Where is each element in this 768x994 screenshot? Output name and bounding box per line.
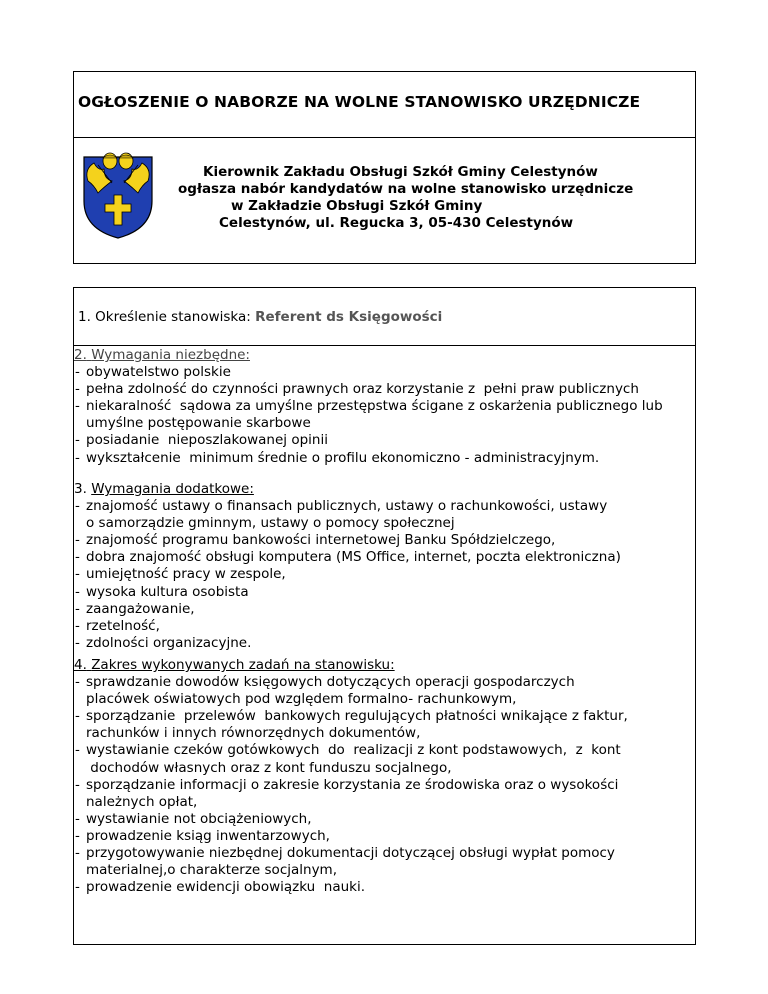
position-line — [78, 309, 442, 325]
header-box — [73, 137, 696, 264]
additional-item: - dobra znajomość obsługi komputera (MS Office, internet, poczta elektroniczna) — [74, 549, 621, 566]
task-item-continuation: rachunków i innych równorzędnych dokumentów, — [86, 725, 421, 742]
required-item: - posiadanie nieposzlakowanej opinii — [74, 432, 663, 449]
additional-item: - znajomość ustawy o finansach publicznych, ustawy o rachunkowości, ustawy — [74, 498, 621, 515]
required-item: - obywatelstwo polskie — [74, 364, 663, 381]
task-item: - sporządzanie przelewów bankowych regulujących płatności wnikające z faktur, — [74, 708, 628, 725]
required-heading: 2. Wymagania niezbędne: — [74, 347, 250, 363]
additional-item: - zaangażowanie, — [74, 601, 621, 618]
task-item: - sprawdzanie dowodów księgowych dotyczących operacji gospodarczych — [74, 674, 628, 691]
task-item: - prowadzenie ksiąg inwentarzowych, — [74, 828, 628, 845]
position-label: 1. Określenie stanowiska: — [78, 309, 251, 325]
task-item: - wystawianie czeków gotówkowych do realizacji z kont podstawowych, z kont — [74, 742, 628, 759]
task-item-continuation: dochodów własnych oraz z kont funduszu socjalnego, — [86, 759, 452, 776]
position-value: Referent ds Księgowości — [255, 309, 443, 325]
additional-item: - wysoka kultura osobista — [74, 584, 621, 601]
task-item: - wystawianie not obciążeniowych, — [74, 811, 628, 828]
additional-section — [74, 481, 621, 652]
position-box — [73, 287, 696, 346]
required-item: - niekaralność sądowa za umyślne przestępstwa ścigane z oskarżenia publicznego lub — [74, 398, 663, 415]
header-line-2: ogłasza nabór kandydatów na wolne stanowisko urzędnicze — [178, 181, 634, 197]
additional-heading: 3. Wymagania dodatkowe: — [74, 481, 254, 497]
header-line-4: Celestynów, ul. Regucka 3, 05-430 Celestynów — [219, 215, 574, 231]
coat-of-arms-icon — [78, 151, 158, 241]
additional-item: - rzetelność, — [74, 618, 621, 635]
title-box — [73, 71, 696, 138]
requirements-box — [73, 345, 696, 945]
task-item: - prowadzenie ewidencji obowiązku nauki. — [74, 879, 628, 896]
additional-item: - znajomość programu bankowości internetowej Banku Spółdzielczego, — [74, 532, 621, 549]
task-item: - przygotowywanie niezbędnej dokumentacji dotyczącej obsługi wypłat pomocy — [74, 845, 628, 862]
task-item-continuation: materialnej,o charakterze socjalnym, — [86, 862, 338, 879]
header-line-1: Kierownik Zakładu Obsługi Szkół Gminy Celestynów — [203, 164, 598, 180]
required-item-continuation: umyślne postępowanie skarbowe — [86, 415, 311, 432]
required-item: - wykształcenie minimum średnie o profilu ekonomiczno - administracyjnym. — [74, 450, 663, 467]
required-section — [74, 347, 663, 467]
additional-item: - umiejętność pracy w zespole, — [74, 566, 621, 583]
header-line-3: w Zakładzie Obsługi Szkół Gminy — [231, 198, 483, 214]
task-item-continuation: należnych opłat, — [86, 793, 198, 810]
task-item: - sporządzanie informacji o zakresie korzystania ze środowiska oraz o wysokości — [74, 777, 628, 794]
additional-item-continuation: o samorządzie gminnym, ustawy o pomocy społecznej — [86, 515, 455, 532]
tasks-heading: 4. Zakres wykonywanych zadań na stanowisku: — [74, 657, 395, 673]
task-item-continuation: placówek oświatowych pod względem formalno- rachunkowym, — [86, 691, 517, 708]
tasks-section — [74, 657, 628, 896]
page-title: OGŁOSZENIE O NABORZE NA WOLNE STANOWISKO URZĘDNICZE — [78, 93, 641, 111]
required-item: - pełna zdolność do czynności prawnych oraz korzystanie z pełni praw publicznych — [74, 381, 663, 398]
additional-item: - zdolności organizacyjne. — [74, 635, 621, 652]
